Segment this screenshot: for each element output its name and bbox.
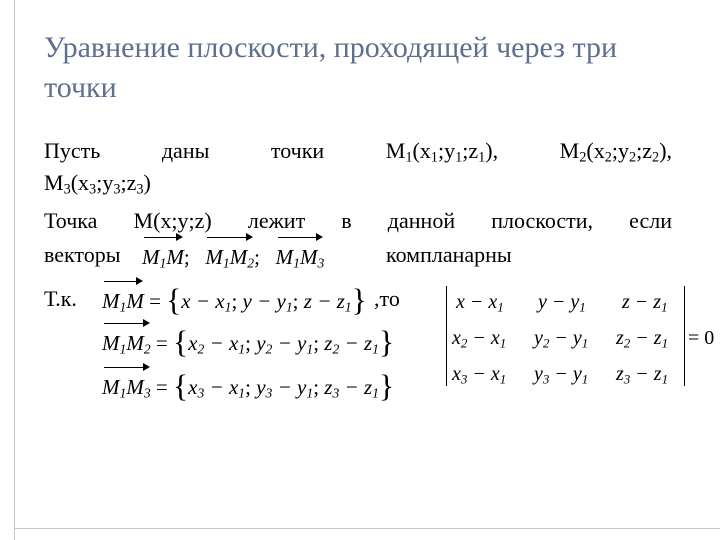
condition-line: Точка M(x;y;z) лежит в данной плоскости, если [44, 208, 672, 233]
vector-m1m3-formula: $M_1M_3 = \{x_3 - x_1$; $y_3 - y_1$; $z_3 - z_1$} [102, 368, 395, 404]
determinant-equals-zero: = 0 [688, 327, 715, 349]
slide-title: Уравнение плоскости, проходящей через три точки [44, 31, 618, 104]
points-intro-line [44, 136, 672, 166]
det-cell-r1c1: $x - x_1$ [456, 291, 504, 315]
det-cell-r2c1: $x_2 - x_1$ [452, 327, 507, 351]
det-cell-r3c1: $x_3 - x_1$ [452, 363, 507, 387]
since-label: Т.к. [44, 286, 77, 311]
intro-word-points: точки [270, 138, 325, 163]
det-cell-r2c2: $y_2 - y_1$ [534, 327, 589, 351]
determinant-left-bar [446, 286, 447, 386]
vector-m1m2-formula: $M_1M_2 = \{x_2 - x_1$; $y_2 - y_1$; $z_2 - z_1$} [102, 324, 395, 360]
vector-list: $M_1M$; $M_1M_2$; $M_1M_3$ [142, 242, 324, 272]
slide-border-left [14, 0, 15, 540]
then-word: ,то [374, 286, 400, 311]
intro-word-given: даны [161, 138, 210, 163]
det-cell-r3c2: $y_3 - y_1$ [534, 363, 589, 387]
det-cell-r1c2: $y - y_1$ [538, 291, 586, 315]
point-m1-label: $M_1(x_1;y_1;z_1)$, [385, 138, 499, 166]
coplanar-word: компланарны [386, 242, 512, 267]
det-cell-r1c3: $z - z_1$ [622, 291, 668, 315]
vector-m1m-formula: $M_1M = \{x - x_1$; $y - y_1$; $z - z_1$} [102, 282, 367, 318]
slide-border-bottom [14, 528, 720, 529]
det-cell-r3c3: $z_3 - z_1$ [616, 363, 669, 387]
determinant-right-bar [684, 286, 685, 386]
intro-word-let: Пусть [44, 138, 101, 163]
point-m3-label: $M_3(x_3;y_3;z_3)$ [44, 170, 151, 198]
det-cell-r2c3: $z_2 - z_1$ [616, 327, 669, 351]
vectors-word: векторы [44, 242, 121, 267]
point-m2-label: $M_2(x_2;y_2;z_2)$, [559, 138, 673, 166]
